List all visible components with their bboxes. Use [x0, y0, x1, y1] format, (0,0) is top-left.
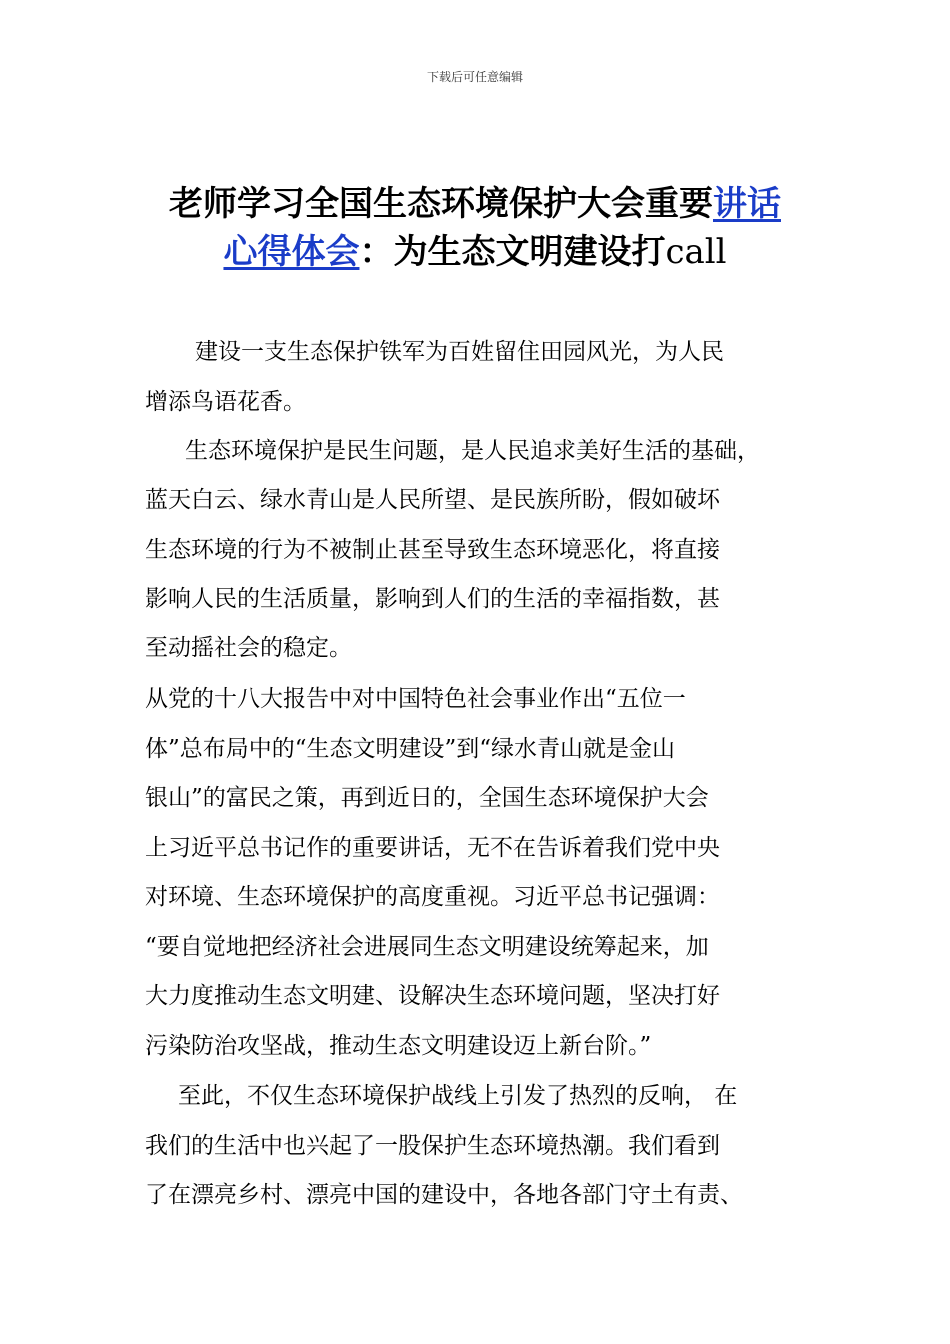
- paragraph-line: 对环境、生态环境保护的高度重视。习近平总书记强调：: [145, 884, 720, 910]
- paragraph-line: “要自觉地把经济社会进展同生态文明建设统筹起来，加: [145, 934, 709, 960]
- title-link-speech[interactable]: 讲话: [713, 184, 781, 224]
- paragraph-line: 污染防治攻坚战，推动生态文明建设迈上新台阶。”: [145, 1033, 652, 1059]
- paragraph-line: 建设一支生态保护铁军为百姓留住田园风光，为人民: [195, 339, 724, 365]
- paragraph-line: 大力度推动生态文明建、设解决生态环境问题，坚决打好: [145, 983, 720, 1009]
- header-note: 下载后可任意编辑: [426, 70, 523, 84]
- title-link-experience[interactable]: 心得体会: [223, 232, 360, 272]
- paragraph-line: 增添鸟语花香。: [145, 389, 306, 415]
- paragraph-line: 从党的十八大报告中对中国特色社会事业作出“五位一: [145, 686, 686, 712]
- document-title: [120, 180, 830, 276]
- paragraph-line: 我们的生活中也兴起了一股保护生态环境热潮。我们看到: [145, 1133, 720, 1159]
- paragraph-line: 体”总布局中的“生态文明建设”到“绿水青山就是金山: [145, 736, 676, 762]
- title-text-1: 老师学习全国生态环境保护大会重要: [169, 184, 713, 224]
- paragraph-line: 影响人民的生活质量，影响到人们的生活的幸福指数，甚: [145, 586, 720, 612]
- paragraph-line: 生态环境的行为不被制止甚至导致生态环境恶化，将直接: [145, 537, 720, 563]
- paragraph-line: 上习近平总书记作的重要讲话，无不在告诉着我们党中央: [145, 835, 720, 861]
- title-text-2: ：为生态文明建设打: [359, 232, 666, 272]
- paragraph-line: 至动摇社会的稳定。: [145, 635, 352, 661]
- paragraph-line: 生态环境保护是民生问题，是人民追求美好生活的基础，: [185, 438, 760, 464]
- paragraph-line: 至此，不仅生态环境保护战线上引发了热烈的反响， 在: [178, 1083, 738, 1109]
- paragraph-line: 银山”的富民之策，再到近日的，全国生态环境保护大会: [145, 785, 709, 811]
- paragraph-line: 蓝天白云、绿水青山是人民所望、是民族所盼，假如破坏: [145, 487, 720, 513]
- paragraph-line: 了在漂亮乡村、漂亮中国的建设中，各地各部门守土有责、: [145, 1182, 743, 1208]
- title-text-3: call: [665, 232, 727, 272]
